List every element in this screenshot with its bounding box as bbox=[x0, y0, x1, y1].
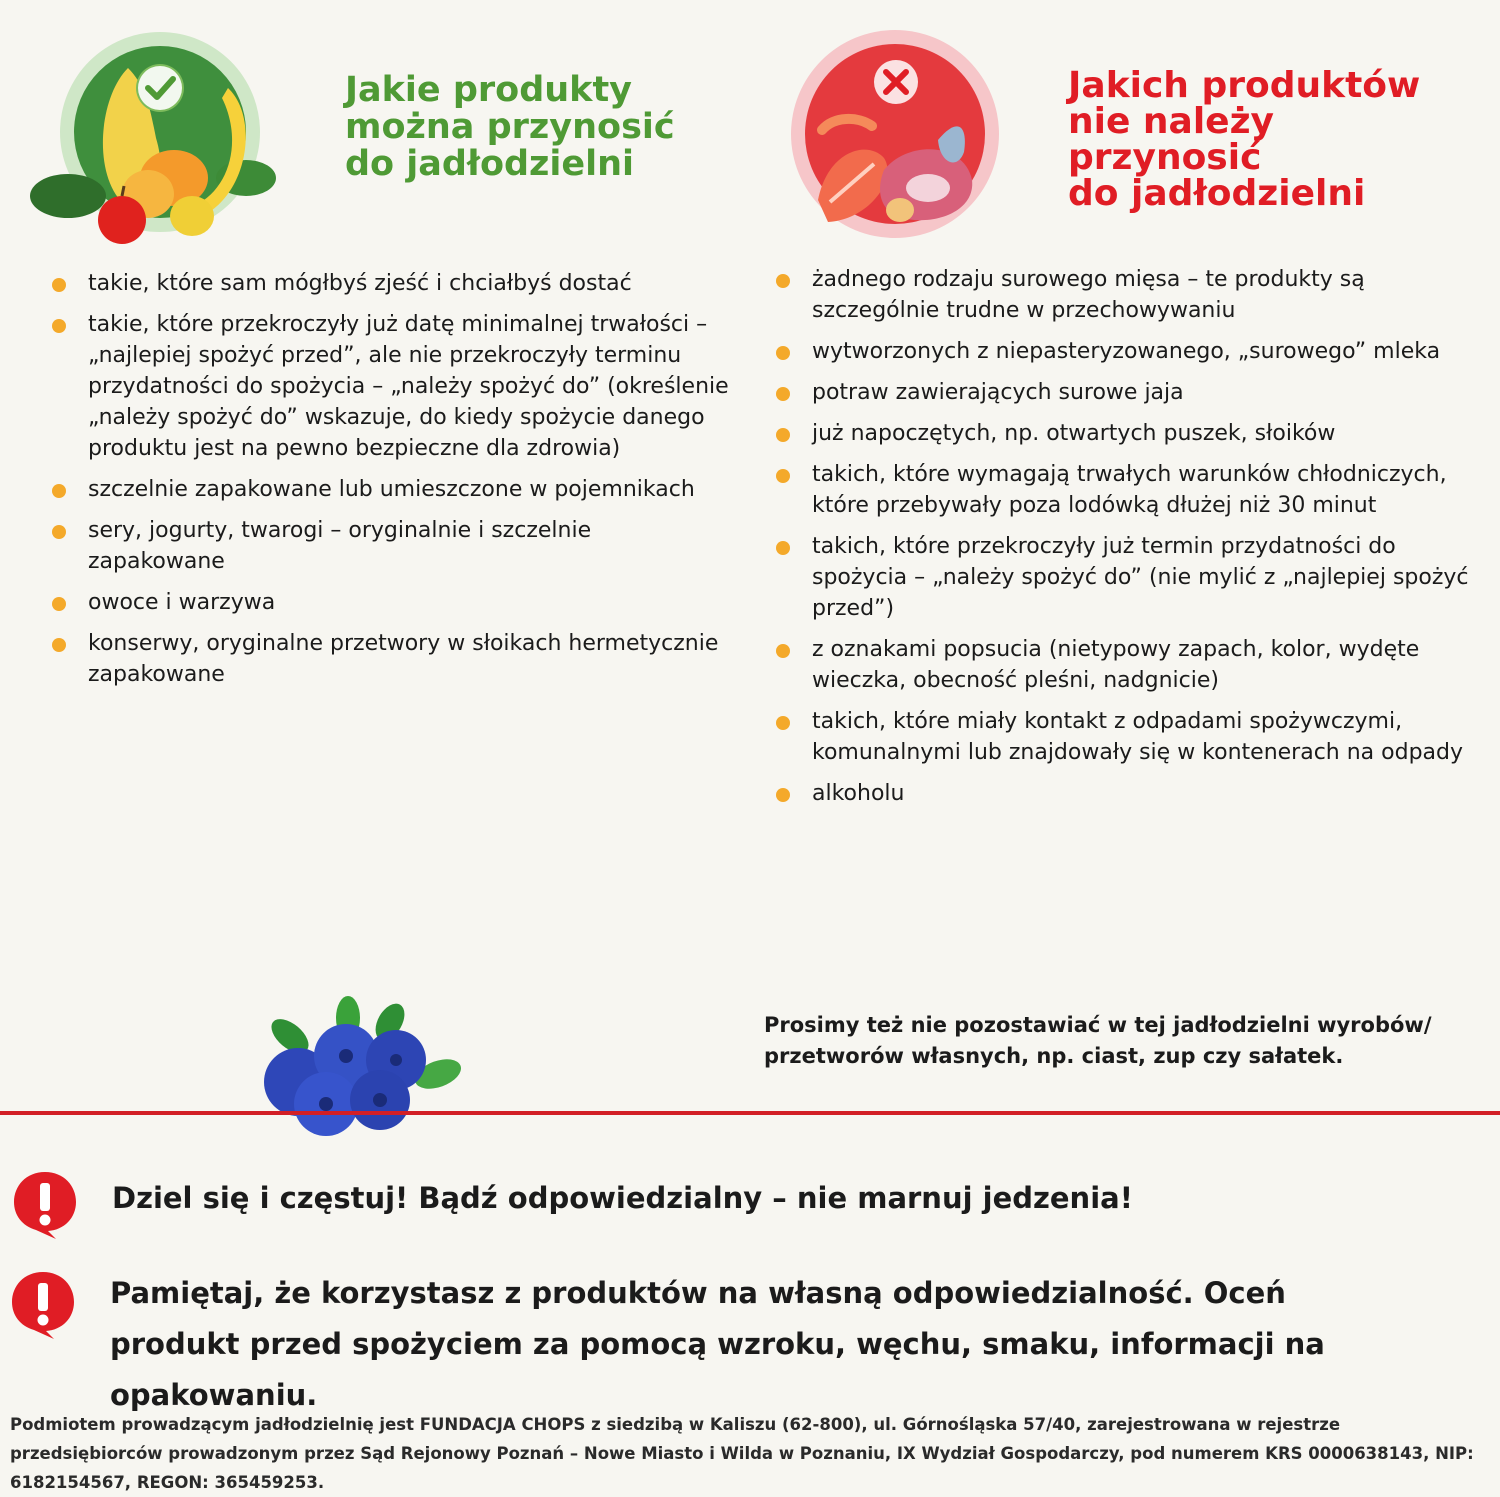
forbidden-products-list bbox=[774, 264, 1484, 819]
checkmark-icon bbox=[136, 64, 184, 112]
divider bbox=[0, 1111, 1500, 1115]
bullet bbox=[776, 541, 790, 555]
bullet bbox=[52, 484, 66, 498]
cross-icon bbox=[872, 58, 920, 106]
bullet bbox=[776, 716, 790, 730]
list-item: wytworzonych z niepasteryzowanego, „surowego” mleka bbox=[774, 336, 1484, 367]
allowed-products-title: Jakie produkty można przynosić do jadłodzielni bbox=[345, 70, 675, 184]
blueberries-illustration bbox=[250, 996, 470, 1141]
raw-meat-illustration bbox=[788, 30, 1003, 240]
list-item: sery, jogurty, twarogi – oryginalnie i szczelnie zapakowane bbox=[50, 515, 730, 577]
fruits-vegetables-illustration bbox=[28, 28, 278, 248]
bullet bbox=[776, 644, 790, 658]
bullet bbox=[776, 274, 790, 288]
bullet bbox=[52, 278, 66, 292]
list-item: takie, które sam mógłbyś zjeść i chciałbyś dostać bbox=[50, 268, 730, 299]
list-item: takie, które przekroczyły już datę minimalnej trwałości – „najlepiej spożyć przed”, ale nie przekroczyły terminu przydatności do spożycia – „należy spożyć do” (określenie „należy spożyć do” wskazuje, do kiedy spożycie danego produktu jest na pewno bezpieczne dla zdrowia) bbox=[50, 309, 730, 464]
bullet bbox=[52, 525, 66, 539]
list-item: żadnego rodzaju surowego mięsa – te produkty są szczególnie trudne w przechowywaniu bbox=[774, 264, 1484, 326]
list-item: takich, które miały kontakt z odpadami spożywczymi, komunalnymi lub znajdowały się w kontenerach na odpady bbox=[774, 706, 1484, 768]
list-item: takich, które wymagają trwałych warunków chłodniczych, które przebywały poza lodówką dłużej niż 30 minut bbox=[774, 459, 1484, 521]
list-item: potraw zawierających surowe jaja bbox=[774, 377, 1484, 408]
bullet bbox=[776, 788, 790, 802]
bullet bbox=[52, 319, 66, 333]
forbidden-products-title: Jakich produktów nie należy przynosić do jadłodzielni bbox=[1068, 65, 1421, 214]
list-item: takich, które przekroczyły już termin przydatności do spożycia – „należy spożyć do” (nie mylić z „najlepiej spożyć przed”) bbox=[774, 531, 1484, 624]
list-item: alkoholu bbox=[774, 778, 1484, 809]
bullet bbox=[776, 428, 790, 442]
homemade-products-note: Prosimy też nie pozostawiać w tej jadłodzielni wyrobów/ przetworów własnych, np. ciast, zup czy sałatek. bbox=[764, 1013, 1432, 1068]
list-item: z oznakami popsucia (nietypowy zapach, kolor, wydęte wieczka, obecność pleśni, nadgnicie) bbox=[774, 634, 1484, 696]
allowed-products-list bbox=[50, 268, 730, 700]
list-item: owoce i warzywa bbox=[50, 587, 730, 618]
warning-responsibility: Pamiętaj, że korzystasz z produktów na własną odpowiedzialność. Oceń produkt przed spożyciem za pomocą wzroku, węchu, smaku, informacji na opakowaniu. bbox=[110, 1276, 1325, 1412]
list-item: już napoczętych, np. otwartych puszek, słoików bbox=[774, 418, 1484, 449]
bullet bbox=[776, 387, 790, 401]
bullet bbox=[52, 638, 66, 652]
exclamation-icon bbox=[10, 1270, 76, 1340]
bullet bbox=[776, 346, 790, 360]
bullet bbox=[52, 597, 66, 611]
warning-share: Dziel się i częstuj! Bądź odpowiedzialny – nie marnuj jedzenia! bbox=[112, 1181, 1133, 1215]
legal-footer: Podmiotem prowadzącym jadłodzielnię jest FUNDACJA CHOPS z siedzibą w Kaliszu (62-800), ul. Górnośląska 57/40, zarejestrowana w rejestrze przedsiębiorców prowadzonym przez Sąd Rejonowy Poznań – Nowe Miasto i Wilda w Poznaniu, IX Wydział Gospodarczy, pod numerem KRS 0000638143, NIP: 6182154567, REGON: 365459253. bbox=[10, 1415, 1474, 1492]
bullet bbox=[776, 469, 790, 483]
list-item: konserwy, oryginalne przetwory w słoikach hermetycznie zapakowane bbox=[50, 628, 730, 690]
list-item: szczelnie zapakowane lub umieszczone w pojemnikach bbox=[50, 474, 730, 505]
exclamation-icon bbox=[12, 1170, 78, 1240]
